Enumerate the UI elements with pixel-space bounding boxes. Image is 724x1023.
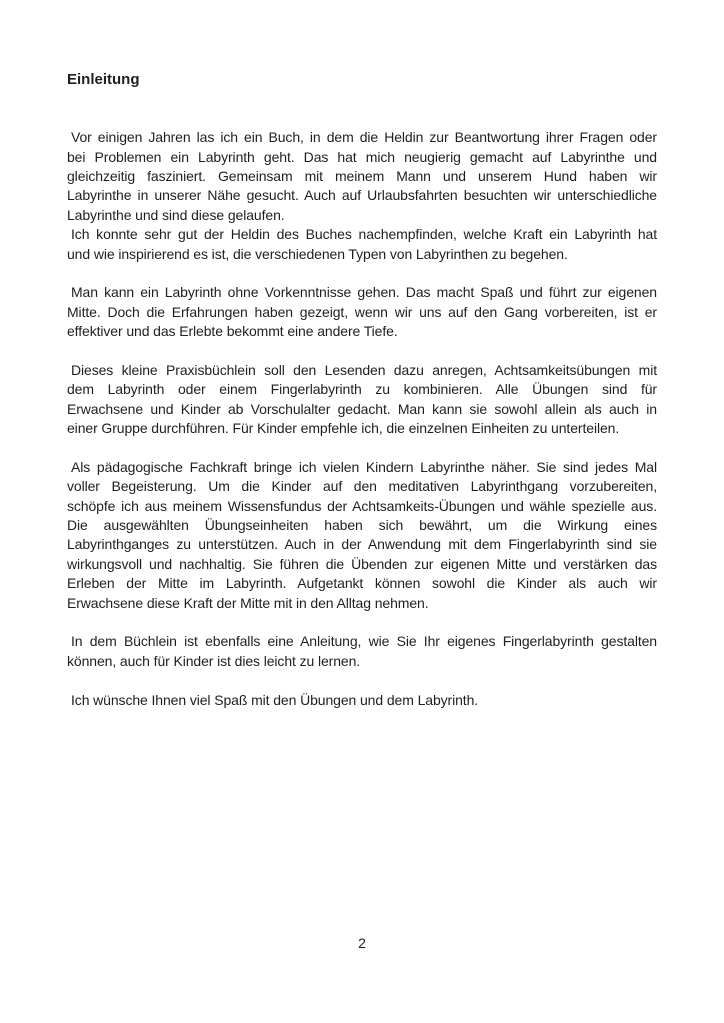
page-number: 2 [358, 934, 366, 951]
text-line: In dem Büchlein ist ebenfalls eine Anleitung, wie Sie Ihr eigenes Fingerlabyrinth gestalten [71, 633, 657, 650]
paragraph [67, 283, 657, 341]
text-line: Erwachsene und Kinder ab Vorschulalter gedacht. Man kann sie sowohl allein als auch in [67, 400, 657, 417]
body-text [67, 128, 657, 710]
page-footer [0, 934, 724, 953]
text-line: Als pädagogische Fachkraft bringe ich vielen Kindern Labyrinthe näher. Sie sind jedes Mal [71, 458, 657, 475]
paragraph [67, 225, 657, 264]
text-line: wirkungsvoll und nachhaltig. Sie führen die Übenden zur eigenen Mitte und verstärken das [67, 555, 657, 572]
text-line: voller Begeisterung. Um die Kinder auf den meditativen Labyrinthgang vorzubereiten, [67, 478, 657, 495]
text-line: bei Problemen ein Labyrinth geht. Das hat mich neugierig gemacht auf Labyrinthe und [67, 148, 657, 165]
text-line: und wie inspirierend es ist, die verschiedenen Typen von Labyrinthen zu begehen. [67, 245, 568, 262]
text-line: Ich konnte sehr gut der Heldin des Buches nachempfinden, welche Kraft ein Labyrinth hat [71, 226, 657, 243]
text-line: Ich wünsche Ihnen viel Spaß mit den Übungen und dem Labyrinth. [71, 691, 479, 708]
text-line: gleichzeitig fasziniert. Gemeinsam mit meinem Mann und unserem Hund haben wir [67, 167, 657, 184]
text-line: Erleben der Mitte im Labyrinth. Aufgetankt können sowohl die Kinder als auch wir [67, 575, 657, 592]
text-line: Man kann ein Labyrinth ohne Vorkenntnisse gehen. Das macht Spaß und führt zur eigenen [71, 284, 657, 301]
text-line: Mitte. Doch die Erfahrungen haben gezeigt, wenn wir uns auf den Gang vorbereiten, ist er [67, 303, 657, 320]
section-heading: Einleitung [67, 71, 140, 88]
paragraph [67, 458, 657, 613]
paragraph [67, 632, 657, 671]
text-line: Labyrinthganges zu unterstützen. Auch in der Anwendung mit dem Fingerlabyrinth sind sie [67, 536, 657, 553]
text-line: Erwachsene diese Kraft der Mitte mit in den Alltag nehmen. [67, 594, 429, 611]
text-line: schöpfe ich aus meinem Wissensfundus der Achtsamkeits-Übungen und wähle spezielle aus. [67, 497, 657, 514]
text-line: können, auch für Kinder ist dies leicht zu lernen. [67, 652, 361, 669]
text-line: effektiver und das Erlebte bekommt eine andere Tiefe. [67, 323, 398, 340]
text-line: Vor einigen Jahren las ich ein Buch, in dem die Heldin zur Beantwortung ihrer Fragen oder [71, 129, 657, 146]
text-line: Dieses kleine Praxisbüchlein soll den Lesenden dazu anregen, Achtsamkeitsübungen mit [71, 361, 657, 378]
paragraph [67, 361, 657, 439]
text-line: Labyrinthe in unserer Nähe gesucht. Auch auf Urlaubsfahrten besuchten wir unterschiedliche [67, 187, 657, 204]
paragraph [67, 128, 657, 225]
paragraph [67, 691, 657, 710]
text-line: dem Labyrinth oder einem Fingerlabyrinth zu kombinieren. Alle Übungen sind für [67, 381, 657, 398]
text-line: Labyrinthe und sind diese gelaufen. [67, 206, 285, 223]
text-line: Die ausgewählten Übungseinheiten haben sich bewährt, um die Wirkung eines [67, 517, 657, 534]
text-line: einer Gruppe durchführen. Für Kinder empfehle ich, die einzelnen Einheiten zu unterteilen. [67, 420, 620, 437]
